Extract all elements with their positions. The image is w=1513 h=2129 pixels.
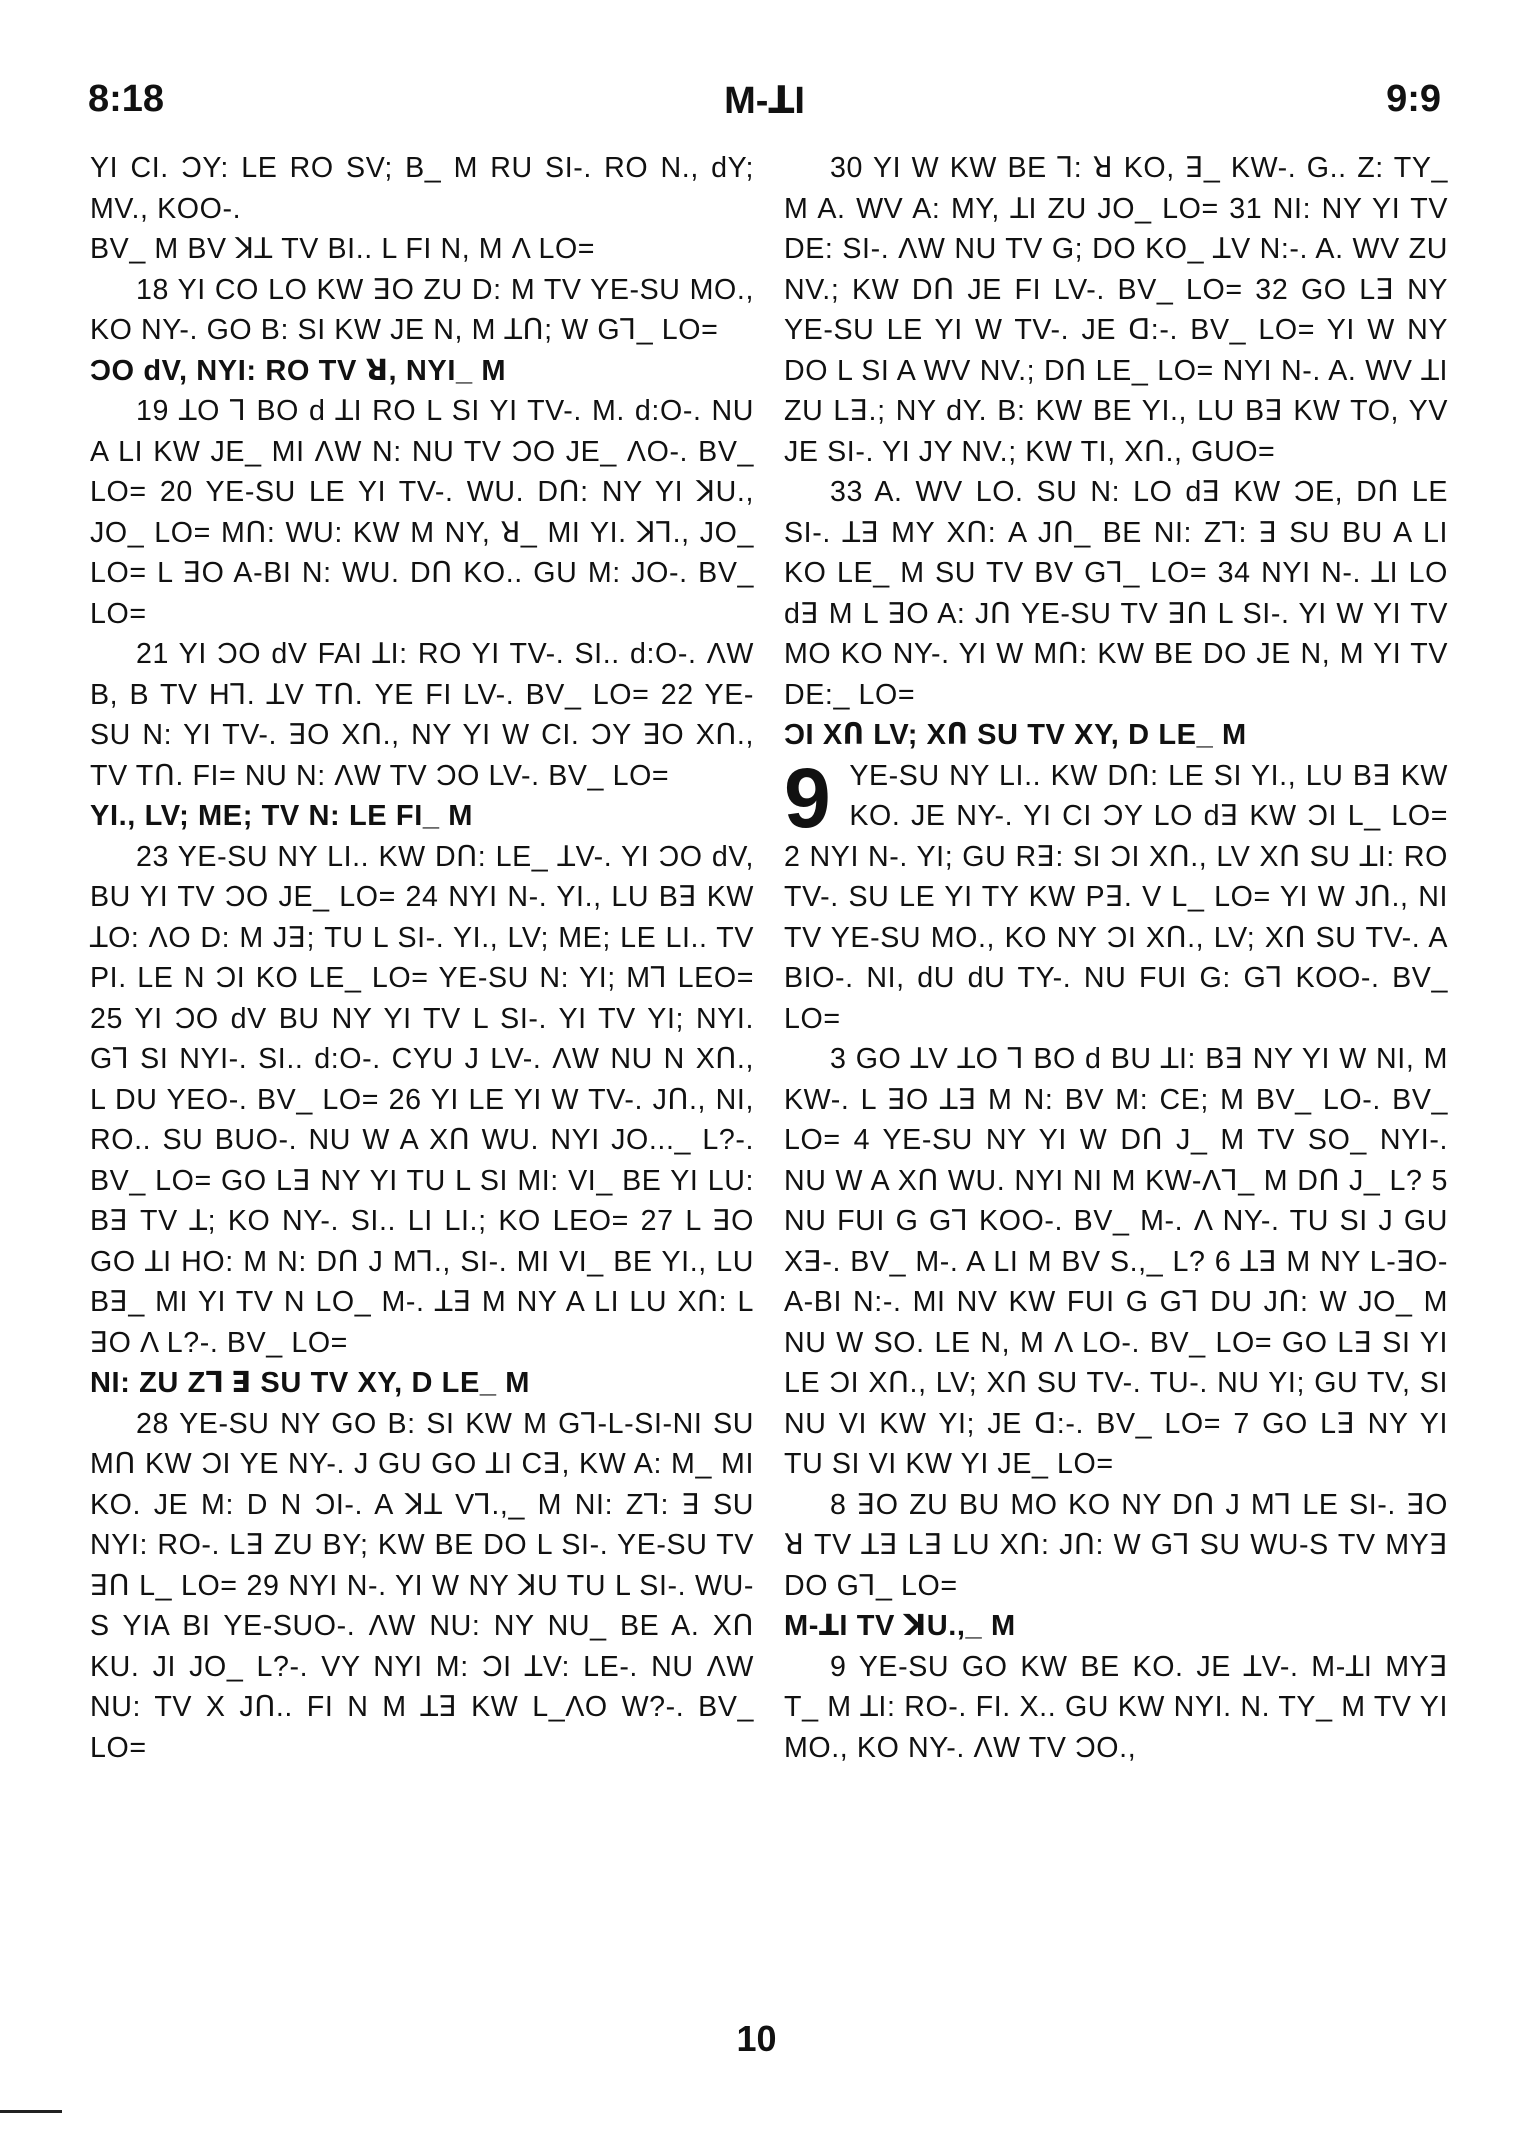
header-right-reference: 9:9 xyxy=(1386,78,1441,120)
verse-paragraph: 21 YI ƆO ԁV FAI ꓕI: RO YI TV-. SI.. ԁ:O-. ΛW B, B TV Hꓶ. ꓕV TՈ. YE FI LV-. BV_ LO= 22 YE-SU N: YI TV-. ꓱO XՈ., NY YI W CI. ƆY ꓱO XՈ., TV TՈ. FI= NU N: ΛW TV ƆO LV-. BV_ LO= xyxy=(90,638,754,792)
page-header xyxy=(88,78,1441,134)
section-heading: NI: ZU Zꓶ ꓱ SU TV XY, D LE_ M xyxy=(90,1367,531,1399)
chapter-number: 9 xyxy=(784,750,832,845)
verse-paragraph: 8 ꓱO ZU BU MO KO NY DՈ J Mꓶ LE SI-. ꓱO ꓤ TV ꓕꓱ Lꓱ LU XՈ: JՈ: W Gꓶ SU WU-S TV MYꓱ DO Gꓶ_ LO= xyxy=(784,1488,1448,1602)
header-left-reference: 8:18 xyxy=(88,78,165,120)
verse-paragraph: 28 YE-SU NY GO B: SI KW M Gꓶ-L-SI-NI SU MՈ KW ƆI YE NY-. J GU GO ꓕI Cꓱ, KW A: M_ MI KO. JE M: D N ƆI-. A ꓘꓕ Vꓶ.,_ M NI: Zꓶ: ꓱ SU NYI: RO-. Lꓱ ZU BY; KW BE DO L SI-. YE-SU TV ꓱՈ L_ LO= 29 NYI N-. YI W NY ꓘU TU L SI-. WU-S YIA BI YE-SUO-. ΛW NU: NY NU_ BE A. XՈ KU. JI JO_ L?-. VY NYI M: ƆI ꓕV: LE-. NU ΛW NU: TV X JՈ.. FI N M ꓕꓱ KW L_ΛO W?-. BV_ LO= xyxy=(90,1407,754,1764)
verse-paragraph: 23 YE-SU NY LI.. KW DՈ: LE_ ꓕV-. YI ƆO ԁV, BU YI TV ƆO JE_ LO= 24 NYI N-. YI., LU Bꓱ KW ꓕO: ΛO D: M Jꓱ; TU L SI-. YI., LV; ME; LE LI.. TV PI. LE N ƆI KO LE_ LO= YE-SU N: YI; Mꓶ LEO= 25 YI ƆO ԁV BU NY YI TV L SI-. YI TV YI; NYI. Gꓶ SI NYI-. SI.. ԁ:O-. CYU J LV-. ΛW NU N XՈ., L DU YEO-. BV_ LO= 26 YI LE YI W TV-. JՈ., NI, RO.. SU BUO-. NU W A XՈ WU. NYI JO..._ L?-. BV_ LO= GO Lꓱ NY YI TU L SI MI: VI_ BE YI LU: Bꓱ TV ꓕ; KO NY-. SI.. LI LI.; KO LEO= 27 L ꓱO GO ꓕI HO: M N: DՈ J Mꓶ., SI-. MI VI_ BE YI., LU Bꓱ_ MI YI TV N LO_ M-. ꓕꓱ M NY A LI LU XՈ: L ꓱO Λ L?-. BV_ LO= xyxy=(90,840,754,1359)
footer-rule xyxy=(0,2110,62,2113)
verse-paragraph: YI CI. ƆY: LE RO SV; B_ M RU SI-. RO N., ԁY; MV., KOO-. xyxy=(90,152,754,225)
verse-paragraph: 19 ꓕO ꓶ BO ԁ ꓕI RO L SI YI TV-. M. ԁ:O-. NU A LI KW JE_ MI ΛW N: NU TV ƆO JE_ ΛO-. BV_ LO= 20 YE-SU LE YI TV-. WU. DՈ: NY YI ꓘU., JO_ LO= MՈ: WU: KW M NY, ꓤ_ MI YI. ꓘꓶ., JO_ LO= L ꓱO A-BI N: WU. DՈ KO.. GU M: JO-. BV_ LO= xyxy=(90,395,754,630)
verse-paragraph: 18 YI CO LO KW ꓱO ZU D: M TV YE-SU MO., KO NY-. GO B: SI KW JE N, M ꓕՈ; W Gꓶ_ LO= xyxy=(90,273,754,346)
section-heading: ƆI XՈ LV; XՈ SU TV XY, D LE_ M xyxy=(784,719,1247,751)
chapter-paragraph xyxy=(784,750,1448,1040)
verse-paragraph: BV_ M BV ꓘꓕ TV BI.. L FI N, M Λ LO= xyxy=(90,233,596,265)
paragraph-text: YE-SU NY LI.. KW DՈ: LE SI YI., LU Bꓱ KW KO. JE NY-. YI CI ƆY LO ԁꓱ KW ƆI L_ LO= 2 NYI N-. YI; GU Rꓱ: SI ƆI XՈ., LV XՈ SU ꓕI: RO TV-. SU LE YI TY KW Pꓱ. V L_ LO= YI W JՈ., NI TV YE-SU MO., KO NY ƆI XՈ., LV; XՈ SU TV-. A BIO-. NI, ԁU ԁU TY-. NU FUI G: Gꓶ KOO-. BV_ LO= xyxy=(784,759,1448,1035)
verse-paragraph: 9 YE-SU GO KW BE KO. JE ꓕV-. M-ꓕI MYꓱ T_ M ꓕI: RO-. FI. X.. GU KW NYI. N. TY_ M TV YI MO., KO NY-. ΛW TV ƆO., xyxy=(784,1650,1448,1764)
section-heading: YI., LV; ME; TV N: LE FI_ M xyxy=(90,800,474,832)
page-number: 10 xyxy=(736,2018,777,2059)
section-heading: M-ꓕI TV ꓘU.,_ M xyxy=(784,1610,1016,1642)
header-running-title: M-ꓕI xyxy=(724,80,805,122)
section-heading: ƆO ԁV, NYI: RO TV ꓤ, NYI_ M xyxy=(90,354,507,387)
right-text-column xyxy=(784,148,1448,1768)
verse-paragraph: 3 GO ꓕV ꓕO ꓶ BO ԁ BU ꓕI: Bꓱ NY YI W NI, M KW-. L ꓱO ꓕꓱ M N: BV M: CE; M BV_ LO-. BV_ LO= 4 YE-SU NY YI W DՈ J_ M TV SO_ NYI-. NU W A XՈ WU. NYI NI M KW-Λꓶ_ M DՈ J_ L? 5 NU FUI G Gꓶ KOO-. BV_ M-. Λ NY-. TU SI J GU Xꓱ-. BV_ M-. A LI M BV S.,_ L? 6 ꓕꓱ M NY L-ꓱO-A-BI N:-. MI NV KW FUI G Gꓶ DU JՈ: W JO_ M NU W SO. LE N, M Λ LO-. BV_ LO= GO Lꓱ SI YI LE ƆI XՈ., LV; XՈ SU TV-. TU-. NU YI; GU TV, SI NU VI KW YI; JE ꓷ:-. BV_ LO= 7 GO Lꓱ NY YI TU SI VI KW YI JE_ LO= xyxy=(784,1043,1448,1480)
left-text-column xyxy=(90,148,754,1768)
verse-paragraph: 33 A. WV LO. SU N: LO ԁꓱ KW ƆE, DՈ LE SI-. ꓕꓱ MY XՈ: A JՈ_ BE NI: Zꓶ: ꓱ SU BU A LI KO LE_ M SU TV BV Gꓶ_ LO= 34 NYI N-. ꓕI LO ԁꓱ M L ꓱO A: JՈ YE-SU TV ꓱՈ L SI-. YI W YI TV MO KO NY-. YI W MՈ: KW BE DO JE N, M YI TV DE:_ LO= xyxy=(784,476,1448,711)
verse-paragraph: 30 YI W KW BE ꓶ: ꓤ KO, ꓱ_ KW-. G.. Z: TY_ M A. WV A: MY, ꓕI ZU JO_ LO= 31 NI: NY YI TV DE: SI-. ΛW NU TV G; DO KO_ ꓕV N:-. A. WV ZU NV.; KW DՈ JE FI LV-. BV_ LO= 32 GO Lꓱ NY YE-SU LE YI W TV-. JE ꓷ:-. BV_ LO= YI W NY DO L SI A WV NV.; DՈ LE_ LO= NYI N-. A. WV ꓕI ZU Lꓱ.; NY ԁY. B: KW BE YI., LU Bꓱ KW TO, YV JE SI-. YI JY NV.; KW TI, XՈ., GUO= xyxy=(784,152,1448,468)
